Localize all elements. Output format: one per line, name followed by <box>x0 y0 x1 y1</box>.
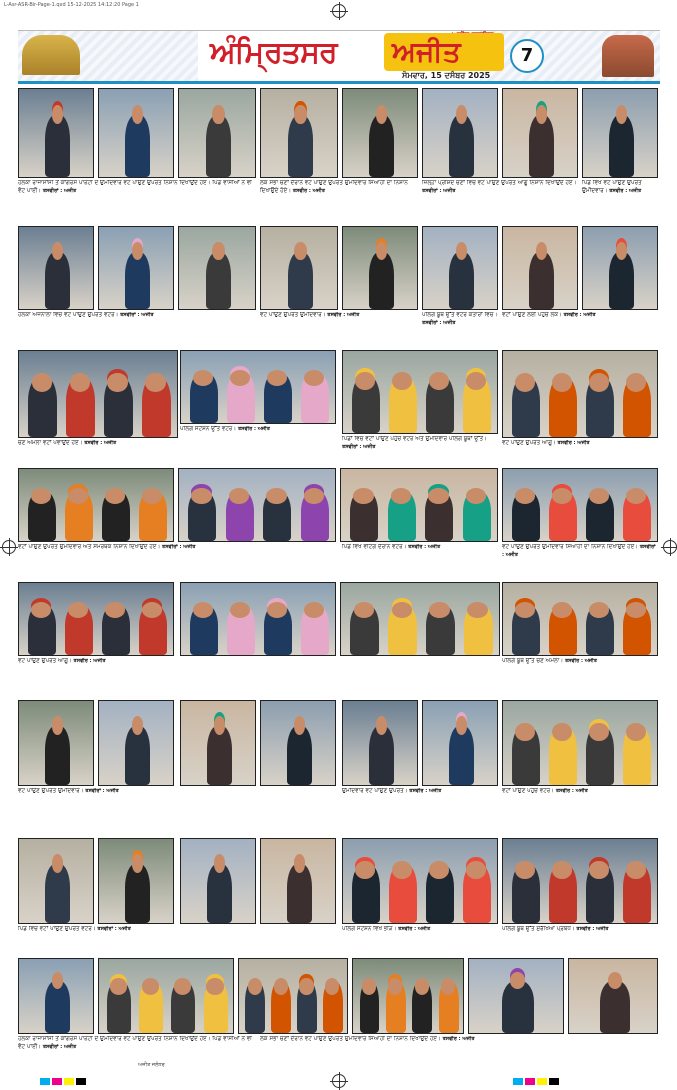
news-photo <box>180 582 336 656</box>
photo-credit: ਤਸਵੀਰ : ਅਜੀਤ <box>292 187 325 194</box>
person-head <box>52 242 64 260</box>
person-head <box>429 602 450 618</box>
person-head <box>142 488 162 504</box>
masthead <box>18 30 660 84</box>
registration-mark-top <box>332 4 346 18</box>
caption-text: ਹਲਕਾ ਰਾਜਾਸਾਂਸੀ ਤੋਂ ਕਾਂਗਰਸ ਪਾਰਟੀ ਦੇ ਉਮੀਦਵਾਰ ਵੋਟ ਪਾਉਣ ਉਪਰੰਤ ਨਿਸ਼ਾਨ ਦਿਖਾਉਂਦੇ ਹੋਏ। ਪਿੰਡ ਵਾਸੀਆਂ ਨੇ ਵੀ ਵੋਟ ਪਾਈ। <box>18 180 252 194</box>
person-head <box>142 978 159 994</box>
news-photo <box>18 468 174 542</box>
color-bar <box>40 1070 640 1078</box>
person-figure <box>206 252 232 309</box>
temple-illustration <box>602 35 654 77</box>
photo-caption <box>502 926 658 956</box>
photo-credit: ਤਸਵੀਰ : ਅਜੀਤ <box>408 544 441 550</box>
photo-caption <box>502 788 658 832</box>
news-photo <box>178 226 256 310</box>
yellow-swatch <box>537 1078 547 1085</box>
person-head <box>294 854 306 872</box>
news-photo <box>18 838 94 924</box>
news-photo <box>98 88 174 178</box>
person-head <box>52 972 64 988</box>
caption-text: ਵੋਟ ਪਾਉਣ ਉਪਰੰਤ ਆਗੂ। <box>18 658 74 664</box>
person-head <box>248 978 262 994</box>
news-photo <box>178 468 336 542</box>
news-photo <box>502 838 658 924</box>
person-head <box>376 242 388 260</box>
photo-credit: ਤਸਵੀਰ : ਅਜੀਤ <box>84 440 117 446</box>
caption-text: ਪੋਲਿੰਗ ਸਟੇਸ਼ਨ ਵਿਖੇ ਭੀੜ। <box>342 926 399 932</box>
photo-caption <box>422 180 582 216</box>
person-head <box>299 978 313 994</box>
person-figure <box>369 726 394 785</box>
news-photo <box>98 700 174 786</box>
photo-credit: ਤਸਵੀਰ : ਅਜੀਤ <box>237 426 270 432</box>
person-head <box>132 242 144 260</box>
news-photo <box>352 958 464 1034</box>
person-head <box>536 242 548 260</box>
person-figure <box>529 115 554 177</box>
news-photo <box>98 838 174 924</box>
news-photo <box>422 700 498 786</box>
person-head <box>229 488 249 504</box>
person-figure <box>288 115 314 177</box>
news-photo <box>18 226 94 310</box>
person-head <box>52 854 64 872</box>
photo-caption <box>422 312 500 342</box>
title-ajit-box <box>384 33 504 71</box>
person-figure <box>287 864 312 923</box>
caption-text: ਵੋਟਾਂ ਪਾਉਣ ਉਪਰੰਤ ਉਮੀਦਵਾਰ ਅਤੇ ਸਮਰਥਕ ਨਿਸ਼ਾਨ ਦਿਖਾਉਂਦੇ ਹੋਏ। <box>18 544 163 550</box>
caption-text: ਵੋਟ ਪਾਉਣ ਉਪਰੰਤ ਆਗੂ। <box>502 440 558 446</box>
photo-caption <box>18 312 258 342</box>
news-photo <box>582 226 658 310</box>
person-head <box>294 105 306 124</box>
person-head <box>456 242 468 260</box>
person-head <box>589 602 609 618</box>
news-photo <box>422 88 498 178</box>
cyan-swatch <box>513 1078 523 1085</box>
news-photo <box>180 700 256 786</box>
news-photo <box>180 350 336 424</box>
photo-caption <box>18 544 340 578</box>
photo-credit: ਤਸਵੀਰ : ਅਜੀਤ <box>409 788 442 794</box>
photo-credit: ਤਸਵੀਰ : ਅਜੀਤ <box>563 312 596 318</box>
person-figure <box>449 252 474 309</box>
person-figure <box>207 864 232 923</box>
person-head <box>391 488 411 504</box>
news-photo <box>180 838 256 924</box>
photo-caption <box>18 180 258 216</box>
person-head <box>105 602 125 618</box>
photo-credit: ਤਸਵੀਰ : ਅਜੀਤ <box>398 926 431 932</box>
photo-credit: ਤਸਵੀਰ : ਅਜੀਤ <box>609 187 642 194</box>
news-photo <box>260 88 338 178</box>
news-photo <box>582 88 658 178</box>
person-figure <box>287 726 312 785</box>
person-head <box>294 242 306 260</box>
person-head <box>214 854 226 872</box>
person-head <box>304 488 324 504</box>
photo-caption <box>260 1036 658 1060</box>
person-head <box>206 978 223 994</box>
person-figure <box>449 726 474 785</box>
person-head <box>31 488 51 504</box>
news-photo <box>502 350 658 438</box>
photo-caption <box>502 312 658 342</box>
photo-credit: ਤਸਵੀਰ : ਅਜੀਤ <box>442 1036 475 1042</box>
news-photo <box>340 468 498 542</box>
news-photo <box>502 468 658 542</box>
caption-text: ਹਲਕਾ ਰਾਜਾਸਾਂਸੀ ਤੋਂ ਕਾਂਗਰਸ ਪਾਰਟੀ ਦੇ ਉਮੀਦਵਾਰ ਵੋਟ ਪਾਉਣ ਉਪਰੰਤ ਨਿਸ਼ਾਨ ਦਿਖਾਉਂਦੇ ਹੋਏ। ਪਿੰਡ ਵਾਸੀਆਂ ਨੇ ਵੀ ਵੋਟ ਪਾਈ। <box>18 1036 252 1050</box>
person-head <box>392 602 413 618</box>
photo-caption <box>18 788 338 832</box>
person-head <box>552 602 572 618</box>
photo-caption <box>342 788 498 832</box>
caption-text: ਵੋਟ ਪਾਉਣ ਉਪਰੰਤ ਉਮੀਦਵਾਰ। <box>18 788 86 794</box>
photo-caption <box>260 180 420 216</box>
person-head <box>191 488 211 504</box>
person-figure <box>449 115 474 177</box>
news-photo <box>260 700 336 786</box>
golden-temple-illustration <box>22 35 80 75</box>
person-head <box>52 716 64 734</box>
news-photo <box>18 958 94 1034</box>
person-head <box>467 602 488 618</box>
news-photo <box>342 838 498 924</box>
person-figure <box>125 115 150 177</box>
photo-caption <box>260 312 420 342</box>
caption-text: ਉਮੀਦਵਾਰ ਵੋਟ ਪਾਉਣ ਉਪਰੰਤ। <box>342 788 410 794</box>
person-figure <box>502 981 534 1033</box>
person-head <box>105 488 125 504</box>
caption-text: ਵੋਟ ਪਾਉਣ ਉਪਰੰਤ ਉਮੀਦਵਾਰ ਸਿਆਹੀ ਦਾ ਨਿਸ਼ਾਨ ਦਿਖਾਉਂਦੇ ਹੋਏ। <box>502 544 640 550</box>
photo-credit: ਤਸਵੀਰ : ਅਜੀਤ <box>564 658 597 664</box>
photo-credit: ਤਸਵੀਰਾਂ : ਅਜੀਤ <box>97 926 131 932</box>
magenta-swatch <box>525 1078 535 1085</box>
issue-date: ਸੋਮਵਾਰ, 15 ਦਸੰਬਰ 2025 <box>402 71 491 80</box>
news-photo <box>342 350 498 434</box>
magenta-swatch <box>52 1078 62 1085</box>
person-figure <box>206 115 232 177</box>
page-number: 7 <box>510 39 544 73</box>
person-head <box>132 716 144 734</box>
person-figure <box>288 252 314 309</box>
photo-credit: ਤਸਵੀਰਾਂ : ਅਜੀਤ <box>502 544 656 558</box>
person-figure <box>45 726 70 785</box>
photo-credit: ਤਸਵੀਰ : ਅਜੀਤ <box>555 788 588 794</box>
photo-credit: ਤਸਵੀਰਾਂ : ਅਜੀਤ <box>120 312 154 318</box>
news-photo <box>238 958 348 1034</box>
person-head <box>466 488 486 504</box>
print-slug: L-Asr-ASR-Bir-Page-1.qxd 15-12-2025 14:12:20 Page 1 <box>4 2 139 8</box>
news-photo <box>18 582 174 656</box>
caption-text: ਪੋਲਿੰਗ ਬੂਥ ਉੱਤੇ ਸੁਰੱਖਿਆ ਪ੍ਰਬੰਧ। <box>502 926 577 932</box>
photo-credit: ਤਸਵੀਰਾਂ : ਅਜੀਤ <box>42 187 77 194</box>
photo-credit: ਤਸਵੀਰਾਂ : ਅਜੀਤ <box>422 187 456 194</box>
person-head <box>212 242 224 260</box>
photo-caption <box>582 180 660 216</box>
photo-credit: ਤਸਵੀਰਾਂ : ਅਜੀਤ <box>342 443 376 450</box>
caption-text: ਪੋਲਿੰਗ ਬੂਥ ਉੱਤੇ ਵੋਟਰ ਕਤਾਰਾਂ ਵਿਚ। <box>422 312 498 318</box>
person-figure <box>45 115 70 177</box>
person-head <box>304 370 324 386</box>
photo-credit: ਤਸਵੀਰ : ਅਜੀਤ <box>73 658 106 664</box>
person-figure <box>45 252 70 309</box>
photo-credit: ਤਸਵੀਰਾਂ : ਅਜੀਤ <box>422 319 456 326</box>
caption-text: ਪਿੰਡਾਂ ਵਿਚ ਵੋਟਾਂ ਪਾਉਣ ਪਹੁੰਚੇ ਵੋਟਰ ਅਤੇ ਉਮੀਦਵਾਰ ਪੋਲਿੰਗ ਬੂਥਾਂ ਉੱਤੇ। <box>342 436 487 442</box>
news-photo <box>18 700 94 786</box>
person-head <box>354 602 375 618</box>
person-head <box>415 978 429 994</box>
news-photo <box>502 582 658 656</box>
registration-mark-left <box>2 540 16 554</box>
caption-text: ਵੋਟ ਪਾਉਣ ਉਪਰੰਤ ਉਮੀਦਵਾਰ। <box>260 312 328 318</box>
person-head <box>626 488 646 504</box>
caption-text: ਲੋਕ ਸਭਾ ਚੋਣਾਂ ਦੌਰਾਨ ਵੋਟ ਪਾਉਣ ਉਪਰੰਤ ਉਮੀਦਵਾਰ ਸਿਆਹੀ ਦਾ ਨਿਸ਼ਾਨ ਦਿਖਾਉਂਦੇ ਹੋਏ। <box>260 180 408 194</box>
photo-credit: ਤਸਵੀਰ : ਅਜੀਤ <box>576 926 609 932</box>
caption-text: ਪੋਲਿੰਗ ਸਟੇਸ਼ਨ ਉੱਤੇ ਵੋਟਰ। <box>180 426 238 432</box>
caption-text: ਲੋਕ ਸਭਾ ਚੋਣਾਂ ਦੌਰਾਨ ਵੋਟ ਪਾਉਣ ਉਪਰੰਤ ਉਮੀਦਵਾਰ ਸਿਆਹੀ ਦਾ ਨਿਸ਼ਾਨ ਦਿਖਾਉਂਦੇ ਹੋਏ। <box>260 1036 443 1042</box>
title-ajit: ਅਜੀਤ <box>392 35 461 68</box>
person-head <box>266 488 286 504</box>
person-head <box>174 978 191 994</box>
photo-caption <box>342 926 498 956</box>
news-photo <box>568 958 658 1034</box>
person-head <box>552 488 572 504</box>
news-photo <box>98 226 174 310</box>
person-head <box>294 716 306 734</box>
person-head <box>110 978 127 994</box>
person-figure <box>369 115 394 177</box>
footer-text: ਅਜੀਤ ਜਲੰਧਰ <box>138 1062 165 1068</box>
person-figure <box>125 864 150 923</box>
photo-caption <box>502 658 658 694</box>
registration-mark-right <box>663 540 677 554</box>
news-photo <box>260 838 336 924</box>
news-photo <box>342 88 418 178</box>
news-photo <box>502 226 578 310</box>
person-head <box>274 978 288 994</box>
photo-caption <box>18 926 338 956</box>
cyan-swatch <box>40 1078 50 1085</box>
caption-text: ਚੋਣ ਅਮਲਾ ਵੋਟਾਂ ਪਵਾਉਂਦੇ ਹੋਏ। <box>18 440 85 446</box>
person-figure <box>529 252 554 309</box>
person-head <box>441 978 455 994</box>
person-head <box>267 602 287 618</box>
photo-credit: ਤਸਵੀਰਾਂ : ਅਜੀਤ <box>42 1043 77 1050</box>
news-photo <box>260 226 338 310</box>
news-photo <box>340 582 500 656</box>
person-head <box>616 242 628 260</box>
photo-credit: ਤਸਵੀਰ : ਅਜੀਤ <box>327 312 360 318</box>
person-figure <box>125 726 150 785</box>
news-photo <box>18 88 94 178</box>
caption-text: ਪਿੰਡ ਵਿਖੇ ਵੋਟਿੰਗ ਦੌਰਾਨ ਵੋਟਰ। <box>342 544 409 550</box>
caption-text: ਪਿੰਡ ਵਿਚ ਵੋਟਾਂ ਪਾਉਣ ਉਪਰੰਤ ਵੋਟਰ। <box>18 926 98 932</box>
person-head <box>362 978 376 994</box>
news-photo <box>468 958 564 1034</box>
person-head <box>193 370 213 386</box>
person-head <box>515 488 535 504</box>
person-head <box>68 602 88 618</box>
caption-text: ਵੋਟਾਂ ਪਾਉਣ ਲਈ ਪਹੁੰਚੇ ਲੋਕ। <box>502 312 564 318</box>
photo-caption <box>18 440 178 464</box>
photo-credit: ਤਸਵੀਰ : ਅਜੀਤ <box>557 440 590 446</box>
title-amritsar: ਅੰਮ੍ਰਿਤਸਰ <box>210 35 337 70</box>
news-photo <box>342 226 418 310</box>
photo-caption <box>180 426 338 464</box>
person-head <box>304 602 324 618</box>
person-head <box>608 972 622 988</box>
person-figure <box>45 864 70 923</box>
person-head <box>267 370 287 386</box>
person-head <box>142 602 162 618</box>
person-figure <box>600 981 630 1033</box>
caption-text: ਜ਼ਿਲ੍ਹਾ ਪ੍ਰੀਸ਼ਦ ਚੋਣਾਂ ਵਿਚ ਵੋਟ ਪਾਉਣ ਉਪਰੰਤ ਆਗੂ ਨਿਸ਼ਾਨ ਦਿਖਾਉਂਦੇ ਹੋਏ। <box>422 180 577 186</box>
masthead-left-panel <box>18 31 198 81</box>
person-figure <box>125 252 150 309</box>
news-photo <box>502 700 658 786</box>
person-head <box>193 602 213 618</box>
news-photo <box>98 958 234 1034</box>
yellow-swatch <box>64 1078 74 1085</box>
person-head <box>515 602 535 618</box>
masthead-right-panel <box>480 31 660 81</box>
photo-credit: ਤਸਵੀਰਾਂ : ਅਜੀਤ <box>85 788 119 794</box>
caption-text: ਵੋਟਾਂ ਪਾਉਣ ਪਹੁੰਚੇ ਵੋਟਰ। <box>502 788 556 794</box>
person-head <box>589 488 609 504</box>
caption-text: ਪੋਲਿੰਗ ਬੂਥ ਉੱਤੇ ਚੋਣ ਅਮਲਾ। <box>502 658 565 664</box>
photo-caption <box>342 436 500 464</box>
person-head <box>212 105 224 124</box>
person-head <box>325 978 339 994</box>
photo-caption <box>18 658 498 694</box>
person-head <box>376 716 388 734</box>
person-head <box>388 978 402 994</box>
person-figure <box>609 115 634 177</box>
person-head <box>353 488 373 504</box>
news-photo <box>18 350 178 438</box>
person-head <box>510 972 525 988</box>
photo-caption <box>18 1036 258 1060</box>
black-swatch <box>549 1078 559 1085</box>
person-figure <box>609 252 634 309</box>
person-figure <box>369 252 394 309</box>
photo-caption <box>502 440 658 464</box>
person-head <box>68 488 88 504</box>
person-head <box>31 602 51 618</box>
person-head <box>214 716 226 734</box>
person-head <box>132 854 144 872</box>
person-head <box>230 370 250 386</box>
caption-text: ਪਿੰਡ ਵਿਖੇ ਵੋਟ ਪਾਉਣ ਉਪਰੰਤ ਉਮੀਦਵਾਰ। <box>582 180 642 194</box>
news-photo <box>502 88 578 178</box>
black-swatch <box>76 1078 86 1085</box>
person-head <box>456 716 468 734</box>
person-head <box>428 488 448 504</box>
photo-caption <box>342 544 500 578</box>
photo-credit: ਤਸਵੀਰਾਂ : ਅਜੀਤ <box>162 544 196 550</box>
person-head <box>626 602 646 618</box>
photo-caption <box>502 544 658 578</box>
news-photo <box>178 88 256 178</box>
news-photo <box>342 700 418 786</box>
news-photo <box>422 226 498 310</box>
person-figure <box>45 981 70 1033</box>
person-figure <box>207 726 232 785</box>
person-head <box>230 602 250 618</box>
caption-text: ਹਲਕਾ ਅਜਨਾਲਾ ਵਿਚ ਵੋਟ ਪਾਉਣ ਉਪਰੰਤ ਵੋਟਰ। <box>18 312 121 318</box>
